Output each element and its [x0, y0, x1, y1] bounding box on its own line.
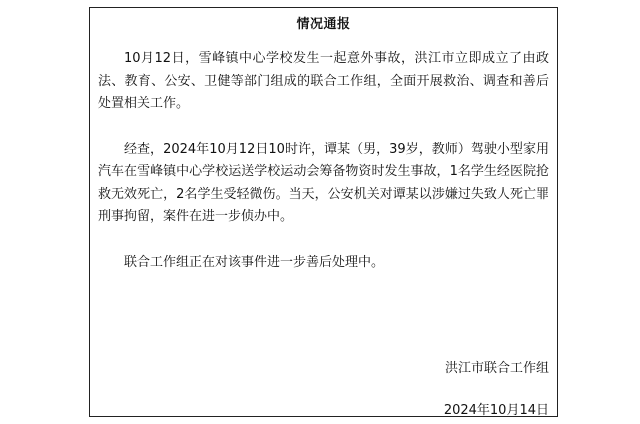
- signature-organization: 洪江市联合工作组: [444, 361, 549, 376]
- notice-body: [98, 48, 549, 274]
- paragraph-investigation: 经查，2024年10月12日10时许，谭某（男，39岁，教师）驾驶小型家用汽车在雪峰镇中心学校运送学校运动会筹备物资时发生事故，1名学生经医院抢救无效死亡，2名学生受轻微伤。当天，公安机关对谭某以涉嫌过失致人死亡罪刑事拘留，案件在进一步侦办中。: [98, 141, 549, 224]
- signature-date: 2024年10月14日: [443, 403, 549, 418]
- paragraph-followup: 联合工作组正在对该事件进一步善后处理中。: [124, 254, 385, 270]
- notice-document: [89, 7, 558, 417]
- paragraph-incident: 10月12日，雪峰镇中心学校发生一起意外事故，洪江市立即成立了由政法、教育、公安、卫健等部门组成的联合工作组，全面开展救治、调查和善后处置相关工作。: [98, 51, 549, 111]
- notice-title: 情况通报: [296, 17, 351, 32]
